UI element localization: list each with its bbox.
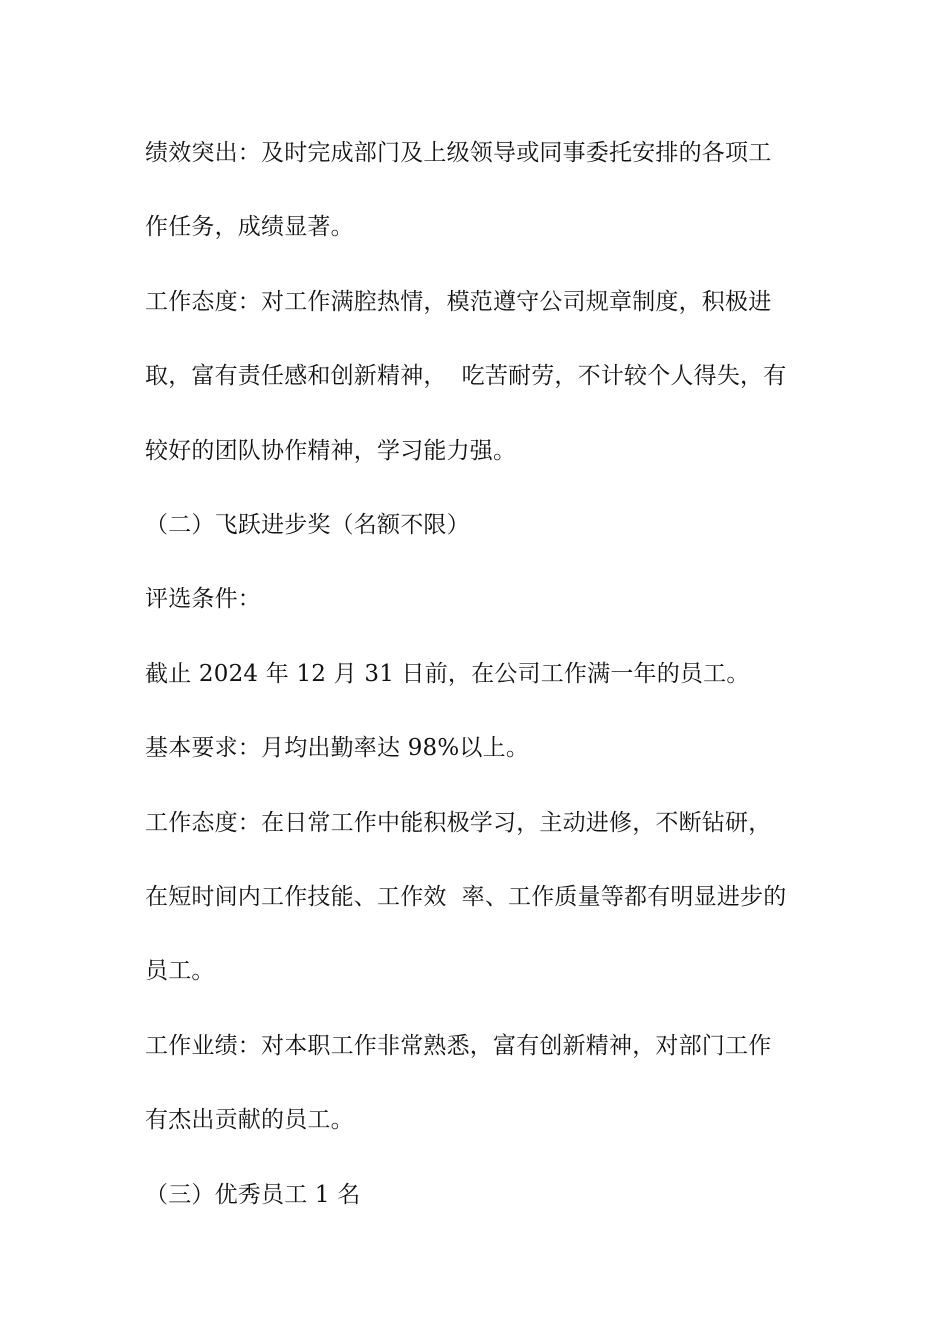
paragraph-line: 取，富有责任感和创新精神， 吃苦耐劳，不计较个人得失，有	[145, 363, 787, 389]
paragraph-line: 截止 2024 年 12 月 31 日前，在公司工作满一年的员工。	[145, 661, 750, 687]
paragraph-line: 工作态度：在日常工作中能积极学习，主动进修，不断钻研，	[145, 810, 772, 836]
paragraph-line: 较好的团队协作精神，学习能力强。	[145, 438, 517, 464]
section-heading: （二）飞跃进步奖（名额不限）	[145, 512, 470, 538]
paragraph-line: 在短时间内工作技能、工作效 率、工作质量等都有明显进步的	[145, 884, 787, 910]
paragraph-line: 员工。	[145, 958, 215, 984]
paragraph-line: 绩效突出：及时完成部门及上级领导或同事委托安排的各项工	[145, 140, 772, 166]
paragraph-line: 工作业绩：对本职工作非常熟悉，富有创新精神，对部门工作	[145, 1033, 772, 1059]
paragraph-line: 评选条件：	[145, 586, 261, 612]
paragraph-line: 基本要求：月均出勤率达 98%以上。	[145, 735, 530, 761]
paragraph-line: 工作态度：对工作满腔热情，模范遵守公司规章制度，积极进	[145, 289, 772, 315]
paragraph-line: 有杰出贡献的员工。	[145, 1107, 354, 1133]
section-heading: （三）优秀员工 1 名	[145, 1182, 361, 1208]
paragraph-line: 作任务，成绩显著。	[145, 214, 354, 240]
